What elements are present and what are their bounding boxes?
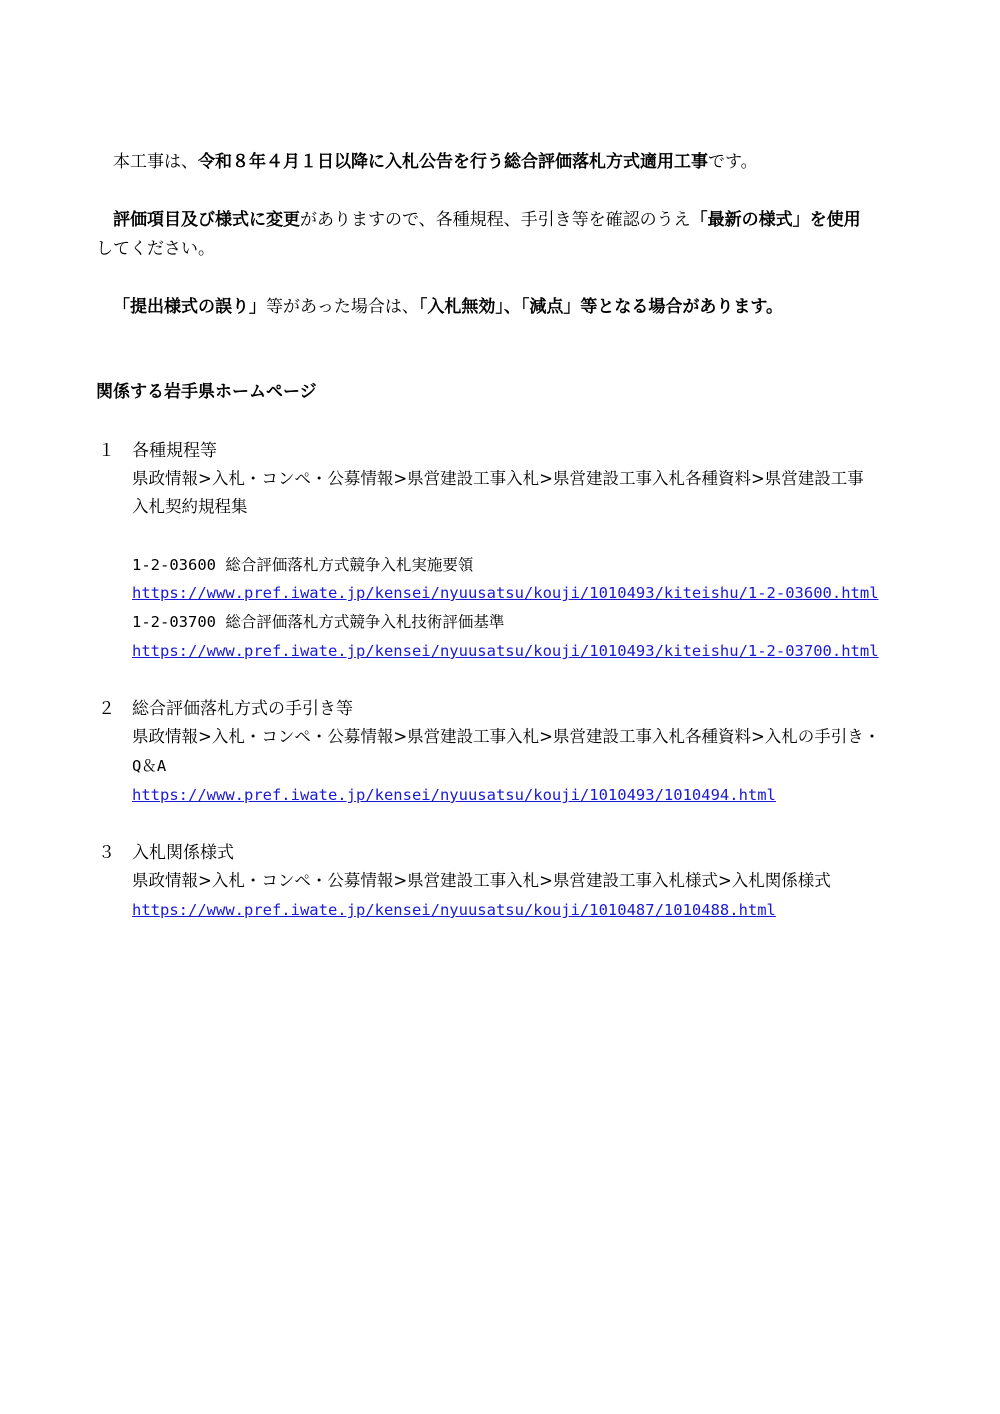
notice-emphasis: 「入札無効」、「減点」等となる場合があります。 — [418, 297, 783, 317]
notice-text: 等があった場合は、 — [266, 297, 419, 317]
notice-emphasis: 評価項目及び様式に変更 — [113, 210, 300, 230]
item-1-link-2[interactable]: https://www.pref.iwate.jp/kensei/nyuusatsu/kouji/1010493/kiteishu/1-2-03700.html — [132, 642, 879, 660]
item-2-breadcrumb-cont: Q＆A — [132, 757, 167, 775]
item-1-breadcrumb: 県政情報>入札・コンペ・公募情報>県営建設工事入札>県営建設工事入札各種資料>県営建設工事 — [132, 469, 864, 488]
notice-line-2 — [113, 208, 861, 232]
notice-text: してください。 — [96, 239, 215, 259]
item-2-link-wrap — [132, 783, 776, 807]
notice-line-1 — [113, 150, 758, 174]
item-1-doc-1: 1-2-03600 総合評価落札方式競争入札実施要領 — [132, 556, 474, 574]
item-1-link-2-wrap — [132, 639, 879, 663]
notice-emphasis: 「最新の様式」を使用 — [690, 210, 861, 230]
item-3-link-wrap — [132, 898, 776, 922]
item-2-number: ２ — [98, 699, 115, 719]
item-1-breadcrumb-cont: 入札契約規程集 — [132, 497, 248, 516]
item-3-title: 入札関係様式 — [132, 843, 234, 863]
notice-line-4 — [113, 295, 783, 319]
item-2-breadcrumb: 県政情報>入札・コンペ・公募情報>県営建設工事入札>県営建設工事入札各種資料>入札の手引き・ — [132, 727, 881, 746]
notice-text: 本工事は、 — [113, 152, 198, 172]
item-1-link-1-wrap — [132, 581, 879, 605]
item-1-doc-2: 1-2-03700 総合評価落札方式競争入札技術評価基準 — [132, 613, 505, 631]
notice-emphasis: 令和８年４月１日以降に入札公告を行う総合評価落札方式適用工事 — [198, 152, 708, 172]
section-title: 関係する岩手県ホームページ — [96, 382, 317, 402]
item-1-title: 各種規程等 — [132, 441, 217, 461]
notice-text: です。 — [708, 152, 758, 172]
item-3-breadcrumb: 県政情報>入札・コンペ・公募情報>県営建設工事入札>県営建設工事入札様式>入札関係様式 — [132, 871, 831, 890]
notice-emphasis: 「提出様式の誤り」 — [113, 297, 266, 317]
item-2-link[interactable]: https://www.pref.iwate.jp/kensei/nyuusatsu/kouji/1010493/1010494.html — [132, 786, 776, 804]
notice-text: がありますので、各種規程、手引き等を確認のうえ — [300, 210, 691, 230]
item-3-link[interactable]: https://www.pref.iwate.jp/kensei/nyuusatsu/kouji/1010487/1010488.html — [132, 901, 776, 919]
item-3-number: ３ — [98, 843, 115, 863]
item-1-link-1[interactable]: https://www.pref.iwate.jp/kensei/nyuusatsu/kouji/1010493/kiteishu/1-2-03600.html — [132, 584, 879, 602]
item-1-number: １ — [98, 441, 115, 461]
notice-line-3 — [96, 237, 215, 261]
item-2-title: 総合評価落札方式の手引き等 — [132, 699, 353, 719]
